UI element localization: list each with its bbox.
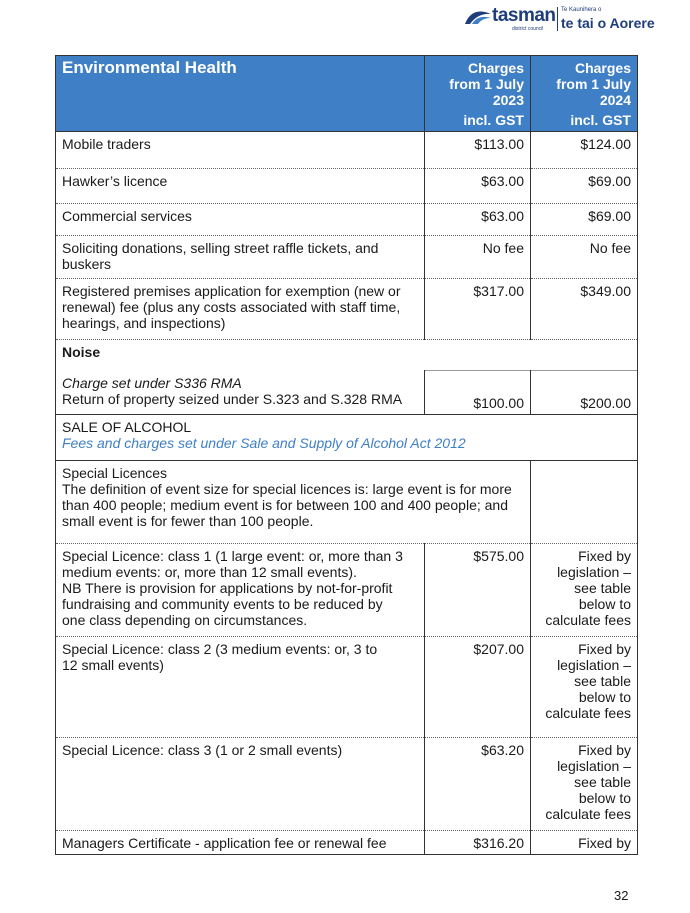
- row-charge-2023: $207.00: [425, 637, 531, 738]
- noise-charge-basis: Charge set under S336 RMA: [62, 374, 242, 391]
- row-charge-2024: [531, 371, 638, 415]
- noise-label-cell: [56, 371, 425, 415]
- row-charge-2023: No fee: [425, 236, 531, 279]
- row-charge-2024: No fee: [531, 236, 638, 279]
- table-row: [56, 831, 638, 855]
- row-charge-2023: $575.00: [425, 544, 531, 637]
- logo-maori-small: Te Kaunihera o: [561, 7, 602, 13]
- row-charge-2024: $124.00: [531, 132, 638, 169]
- header-2023-line3: 2023: [492, 92, 524, 108]
- special-licences-cell: [56, 461, 531, 544]
- alcohol-section-row: [56, 415, 638, 461]
- noise-section-row: [56, 340, 638, 371]
- alcohol-heading: SALE OF ALCOHOL: [62, 419, 192, 435]
- header-2024-line4: incl. GST: [570, 112, 631, 128]
- header-2023-line2: from 1 July: [449, 76, 524, 92]
- noise-charge-2024: $200.00: [580, 395, 631, 411]
- fees-table: [55, 55, 638, 855]
- table-row: [56, 169, 638, 204]
- row-charge-2024: Fixed by legislation – see table below to calculate fees: [531, 544, 638, 637]
- table-row: [56, 204, 638, 236]
- special-licences-empty: [531, 461, 638, 544]
- header-charges-2024: [531, 56, 638, 132]
- page-number: 32: [614, 888, 629, 903]
- header-charges-2023: [425, 56, 531, 132]
- table-row: [56, 279, 638, 340]
- hills-icon: [464, 4, 492, 26]
- row-label: Mobile traders: [56, 132, 425, 169]
- row-charge-2023: $316.20: [425, 831, 531, 855]
- class1-note: NB There is provision for applications by not-for-profit fundraising and community events to be reduced by one class depending on circumstances.: [62, 580, 393, 628]
- row-label: Special Licence: class 2 (3 medium events: or, 3 to 12 small events): [56, 637, 425, 738]
- table-row: [56, 544, 638, 637]
- row-label: Return of property seized under S.323 and S.328 RMA: [62, 390, 403, 407]
- table-row: [56, 637, 638, 738]
- logo-divider: [557, 7, 558, 31]
- row-charge-2023: $113.00: [425, 132, 531, 169]
- row-label: Registered premises application for exemption (new or renewal) fee (plus any costs associated with staff time, hearings, and inspections): [56, 279, 425, 340]
- special-licences-row: [56, 461, 638, 544]
- row-charge-2024: $69.00: [531, 169, 638, 204]
- header-2024-line2: from 1 July: [556, 76, 631, 92]
- row-charge-2023: $63.00: [425, 204, 531, 236]
- row-charge-2024: $69.00: [531, 204, 638, 236]
- table-row: [56, 738, 638, 831]
- alcohol-subheading: Fees and charges set under Sale and Supply of Alcohol Act 2012: [62, 435, 466, 451]
- row-label: Soliciting donations, selling street raffle tickets, and buskers: [56, 236, 425, 279]
- header-2024-line1: Charges: [574, 60, 631, 76]
- tasman-logo: [464, 4, 656, 34]
- table-header-row: [56, 56, 638, 132]
- row-charge-2023: $63.00: [425, 169, 531, 204]
- logo-maori-big: te tai o Aorere: [561, 15, 655, 31]
- row-charge-2024: $349.00: [531, 279, 638, 340]
- row-charge-2024: Fixed by legislation – see table below to calculate fees: [531, 738, 638, 831]
- row-charge-2023: $317.00: [425, 279, 531, 340]
- row-charge-2023: $63.20: [425, 738, 531, 831]
- row-charge-2024: Fixed by legislation – see table below to calculate fees: [531, 637, 638, 738]
- row-label: Special Licence: class 3 (1 or 2 small events): [56, 738, 425, 831]
- row-charge-2023: [425, 371, 531, 415]
- header-2023-line4: incl. GST: [463, 112, 524, 128]
- special-licences-definition: The definition of event size for special licences is: large event is for more than 400 people; medium event is for between 100 and 400 people; and small event is for fewer than 100 people.: [62, 481, 512, 529]
- table-row: [56, 132, 638, 169]
- row-label: Managers Certificate - application fee or renewal fee: [56, 831, 425, 855]
- table-title: Environmental Health: [56, 56, 425, 132]
- alcohol-section-cell: [56, 415, 638, 461]
- row-charge-2024: Fixed by: [531, 831, 638, 855]
- logo-sub: district council: [512, 26, 544, 32]
- noise-heading: Noise: [56, 340, 638, 371]
- header-2023-line1: Charges: [467, 60, 524, 76]
- noise-charge-2023: $100.00: [473, 395, 524, 411]
- special-licences-heading: Special Licences: [62, 465, 168, 481]
- row-label: Hawker’s licence: [56, 169, 425, 204]
- logo-brand: tasman: [492, 5, 556, 26]
- table-row: [56, 371, 638, 415]
- table-row: [56, 236, 638, 279]
- row-label: Commercial services: [56, 204, 425, 236]
- row-label: Special Licence: class 1 (1 large event: or, more than 3 medium events: or, more than 12 small events).: [62, 548, 403, 580]
- class1-label-cell: [56, 544, 425, 637]
- header-2024-line3: 2024: [599, 92, 631, 108]
